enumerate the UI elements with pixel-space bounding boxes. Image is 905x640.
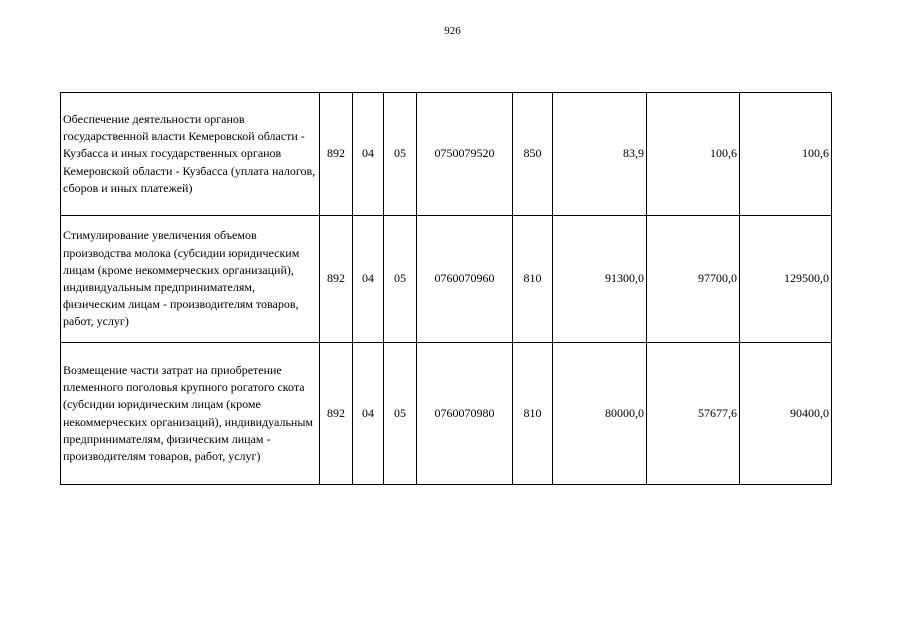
section-code-cell: 04 [353,343,384,485]
amount-2-cell: 100,6 [647,93,740,216]
ministry-code-cell: 892 [320,93,353,216]
amount-1-cell: 80000,0 [553,343,647,485]
expense-type-cell: 810 [513,343,553,485]
section-code-cell: 04 [353,93,384,216]
amount-2-cell: 97700,0 [647,216,740,343]
amount-3-cell: 100,6 [740,93,832,216]
subsection-code-cell: 05 [384,343,417,485]
row-name-cell: Возмещение части затрат на приобретение племенного поголовья крупного рогатого скота (субсидии юридическим лицам (кроме некоммерческих организаций), индивидуальным предпринимателям, физическим лицам - производителям товаров, работ, услуг) [61,343,320,485]
amount-1-cell: 91300,0 [553,216,647,343]
row-name-cell: Стимулирование увеличения объемов производства молока (субсидии юридическим лицам (кроме некоммерческих организаций), индивидуальным предпринимателям, физическим лицам - производителям товаров, работ, услуг) [61,216,320,343]
target-article-cell: 0760070960 [417,216,513,343]
ministry-code-cell: 892 [320,216,353,343]
target-article-cell: 0750079520 [417,93,513,216]
budget-table [60,92,832,485]
table-row [61,93,832,216]
page-number: 926 [444,25,461,37]
amount-3-cell: 129500,0 [740,216,832,343]
expense-type-cell: 810 [513,216,553,343]
expense-type-cell: 850 [513,93,553,216]
row-name-cell: Обеспечение деятельности органов государственной власти Кемеровской области - Кузбасса и иных государственных органов Кемеровской области - Кузбасса (уплата налогов, сборов и иных платежей) [61,93,320,216]
table-row [61,216,832,343]
amount-2-cell: 57677,6 [647,343,740,485]
subsection-code-cell: 05 [384,93,417,216]
table-row [61,343,832,485]
amount-1-cell: 83,9 [553,93,647,216]
amount-3-cell: 90400,0 [740,343,832,485]
subsection-code-cell: 05 [384,216,417,343]
ministry-code-cell: 892 [320,343,353,485]
target-article-cell: 0760070980 [417,343,513,485]
section-code-cell: 04 [353,216,384,343]
